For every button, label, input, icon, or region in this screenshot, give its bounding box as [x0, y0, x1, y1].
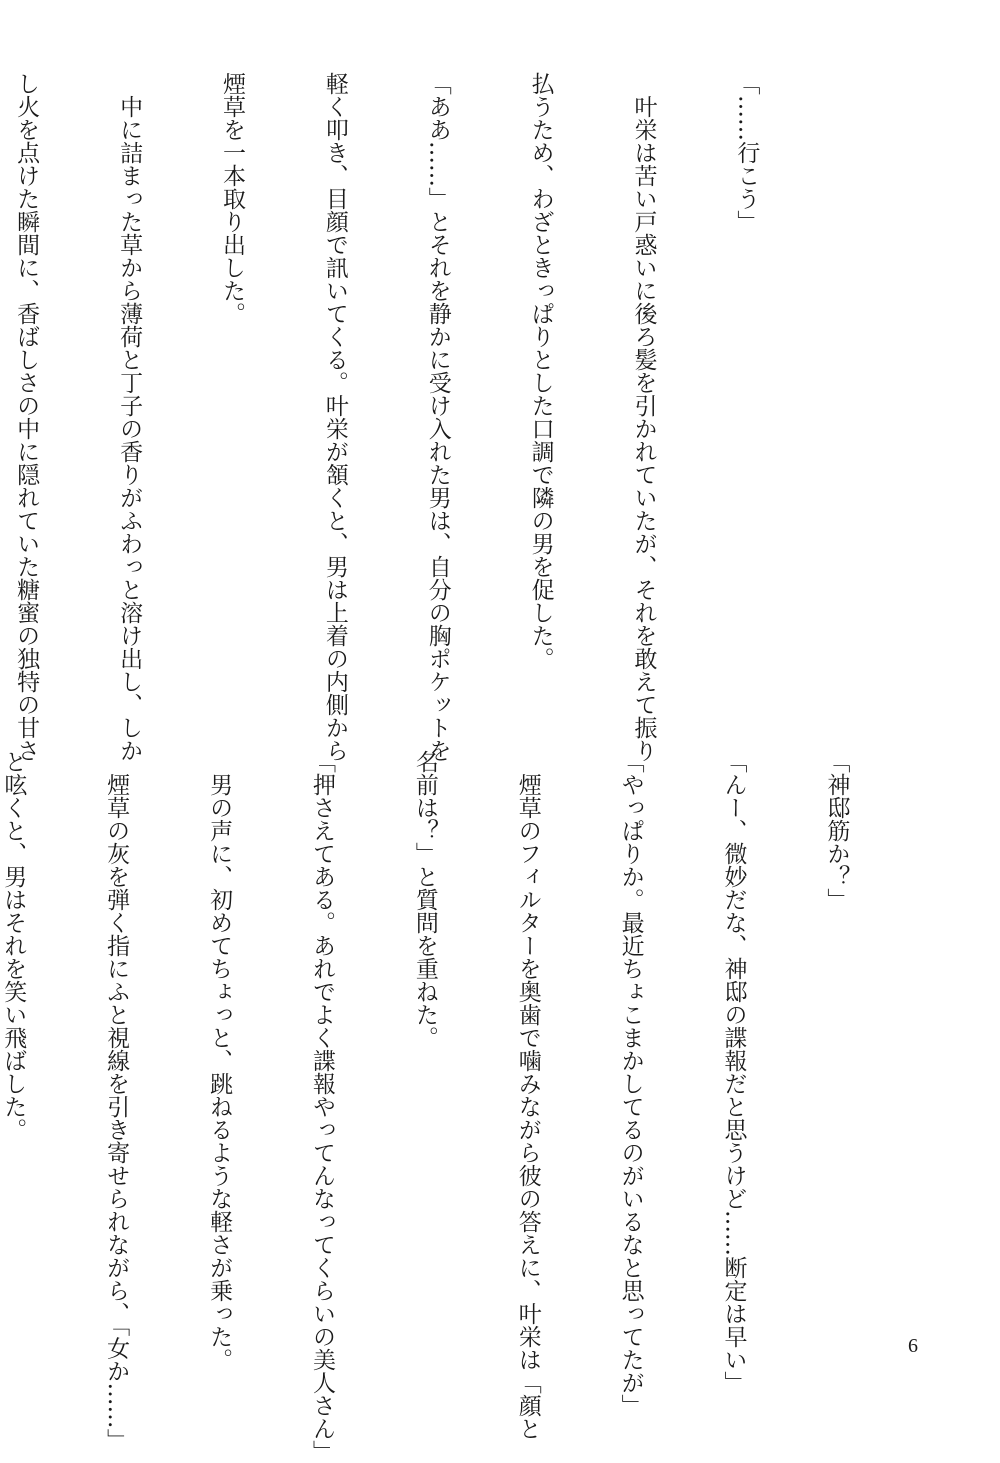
bottom-text-block	[0, 750, 922, 1463]
text-line: 煙草のフィルターを奥歯で噛みながら彼の答えに、叶栄は「顔と	[514, 750, 541, 1440]
text-line: と呟くと、男はそれを笑い飛ばした。	[0, 750, 27, 1141]
text-line: 中に詰まった草から薄荷と丁子の香りがふわっと溶け出し、しか	[116, 72, 143, 762]
text-line: 軽く叩き、目顔で訊いてくる。叶栄が頷くと、男は上着の内側から	[321, 72, 348, 762]
text-line: 叶栄は苦い戸惑いに後ろ髪を引かれていたが、それを敢えて振り	[630, 72, 657, 762]
text-line: 煙草を一本取り出した。	[218, 72, 245, 325]
text-line: 「ああ……」とそれを静かに受け入れた男は、自分の胸ポケットを	[424, 72, 451, 762]
top-text-block	[13, 72, 832, 762]
text-line: 煙草の灰を弾く指にふと視線を引き寄せられながら、「女か……」	[103, 750, 130, 1452]
page-number: 6	[908, 1335, 918, 1357]
text-line: 「んー、微妙だな、神邸の諜報だと思うけど……断定は早い」	[720, 750, 747, 1394]
text-line: 名前は？」と質問を重ねた。	[411, 750, 438, 1049]
text-line: 「神邸筋か？」	[823, 750, 850, 911]
text-line: 男の声に、初めてちょっと、跳ねるような軽さが乗った。	[206, 750, 233, 1371]
text-line: 「……行こう」	[733, 72, 760, 233]
text-line: 「押さえてある。あれでよく諜報やってんなってくらいの美人さん」	[308, 750, 335, 1463]
text-line: 「やっぱりか。最近ちょこまかしてるのがいるなと思ってたが」	[617, 750, 644, 1417]
text-line: 払うため、わざときっぱりとした口調で隣の男を促した。	[527, 72, 554, 670]
text-line: し火を点けた瞬間に、香ばしさの中に隠れていた糖蜜の独特の甘さ	[13, 72, 40, 762]
